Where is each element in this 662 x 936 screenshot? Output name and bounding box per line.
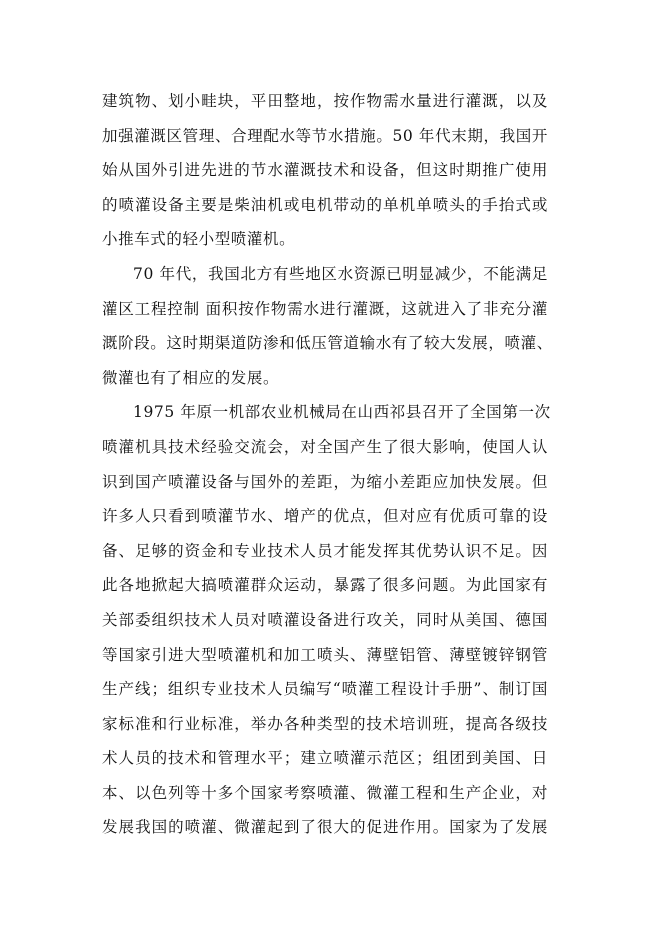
text-line: 始从国外引进先进的节水灌溉技术和设备，但这时期推广使用: [102, 161, 548, 180]
text-line: 的喷灌设备主要是柴油机或电机带动的单机单喷头的手抬式或: [102, 195, 548, 214]
text-line: 70 年代，我国北方有些地区水资源已明显减少，不能满足: [133, 264, 548, 283]
text-line: 许多人只看到喷灌节水、增产的优点，但对应有优质可靠的设: [102, 507, 548, 526]
text-line: 关部委组织技术人员对喷灌设备进行攻关，同时从美国、德国: [102, 610, 548, 629]
text-line: 识到国产喷灌设备与国外的差距，为缩小差距应加快发展。但: [102, 472, 548, 491]
text-line: 等国家引进大型喷灌机和加工喷头、薄壁铝管、薄壁镀锌钢管: [102, 645, 548, 664]
body-text: [102, 84, 553, 845]
text-line: 加强灌溉区管理、合理配水等节水措施。50 年代末期，我国开: [102, 126, 548, 145]
text-line: 微灌也有了相应的发展。: [102, 368, 280, 387]
text-line: 1975 年原一机部农业机械局在山西祁县召开了全国第一次: [133, 403, 551, 422]
text-line: 喷灌机具技术经验交流会，对全国产生了很大影响，使国人认: [102, 437, 548, 456]
text-line: 灌区工程控制 面积按作物需水进行灌溉，这就进入了非充分灌: [102, 299, 548, 318]
text-line: 发展我国的喷灌、微灌起到了很大的促进作用。国家为了发展: [102, 818, 548, 837]
text-line: 生产线；组织专业技术人员编写“喷灌工程设计手册”、制订国: [102, 680, 548, 699]
text-line: 备、足够的资金和专业技术人员才能发挥其优势认识不足。因: [102, 541, 548, 560]
text-line: 溉阶段。这时期渠道防渗和低压管道输水有了较大发展，喷灌、: [102, 334, 553, 353]
text-line: 术人员的技术和管理水平；建立喷灌示范区；组团到美国、日: [102, 749, 548, 768]
text-line: 家标准和行业标准，举办各种类型的技术培训班，提高各级技: [102, 714, 548, 733]
text-line: 本、以色列等十多个国家考察喷灌、微灌工程和生产企业，对: [102, 783, 548, 802]
text-line: 建筑物、划小畦块，平田整地，按作物需水量进行灌溉，以及: [102, 92, 548, 110]
text-line: 此各地掀起大搞喷灌群众运动，暴露了很多问题。为此国家有: [102, 576, 548, 595]
text-line: 小推车式的轻小型喷灌机。: [102, 230, 296, 249]
